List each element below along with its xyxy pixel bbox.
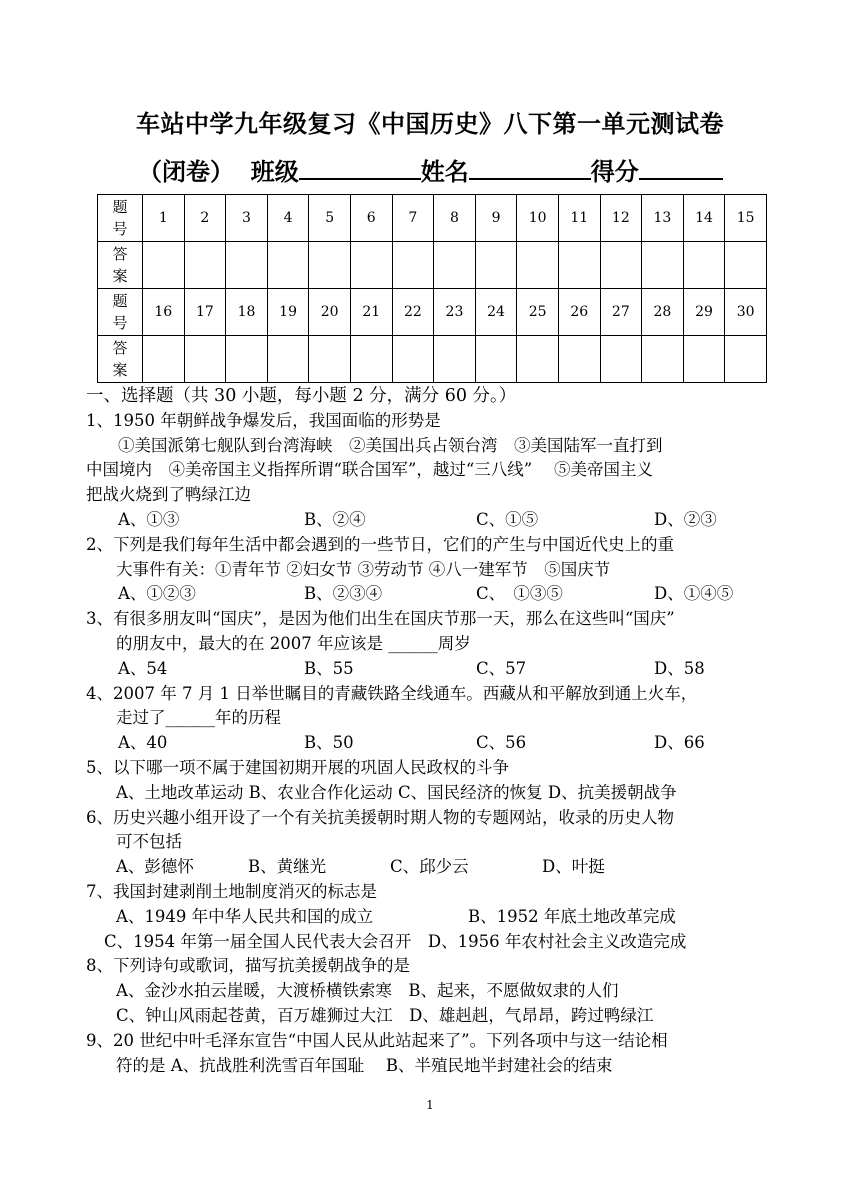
option-d[interactable]: D、66 xyxy=(654,733,705,753)
answer-cell[interactable] xyxy=(143,336,185,383)
question-2-options xyxy=(100,582,780,607)
answer-cell[interactable] xyxy=(184,336,226,383)
answer-cell[interactable] xyxy=(226,242,268,289)
question-1-text: 把战火烧到了鸭绿江边 xyxy=(86,485,251,505)
question-number-cell: 27 xyxy=(600,289,642,336)
question-1-options xyxy=(100,508,780,533)
question-number-cell: 21 xyxy=(350,289,392,336)
answer-grid xyxy=(97,194,767,383)
answer-cell[interactable] xyxy=(226,336,268,383)
question-number-cell: 29 xyxy=(683,289,725,336)
question-number-cell: 6 xyxy=(350,195,392,242)
exam-title: 车站中学九年级复习《中国历史》八下第一单元测试卷 xyxy=(136,109,724,138)
score-label: 得分 xyxy=(590,157,639,186)
question-4-options xyxy=(100,731,780,756)
option-c[interactable]: C、57 xyxy=(476,658,527,678)
question-7-stem: 7、我国封建剥削土地制度消灭的标志是 xyxy=(86,881,377,901)
question-number-cell: 7 xyxy=(392,195,434,242)
answer-cell[interactable] xyxy=(475,242,517,289)
class-blank[interactable] xyxy=(299,154,421,180)
question-number-cell: 3 xyxy=(226,195,268,242)
question-number-cell: 28 xyxy=(642,289,684,336)
answer-cell[interactable] xyxy=(725,242,767,289)
question-4-stem: 4、2007 年 7 月 1 日举世瞩目的青藏铁路全线通车。西藏从和平解放到通上火车， xyxy=(86,683,698,703)
question-number-cell: 16 xyxy=(143,289,185,336)
answer-cell[interactable] xyxy=(558,242,600,289)
question-9-stem: 9、20 世纪中叶毛泽东宣告“中国人民从此站起来了”。下列各项中与这一结论相 xyxy=(86,1030,668,1050)
answer-cell[interactable] xyxy=(683,242,725,289)
score-blank[interactable] xyxy=(639,154,723,180)
answer-cell[interactable] xyxy=(642,242,684,289)
option-d[interactable]: D、叶挺 xyxy=(542,857,605,877)
closed-book-label: （闭卷） xyxy=(138,157,234,186)
question-number-cell: 2 xyxy=(184,195,226,242)
question-7-options: C、1954 年第一届全国人民代表大会召开 D、1956 年农村社会主义改造完成 xyxy=(104,931,687,951)
option-c[interactable]: C、56 xyxy=(476,733,527,753)
answer-cell[interactable] xyxy=(642,336,684,383)
answer-cell[interactable] xyxy=(350,242,392,289)
question-1-text: 中国境内 ④美帝国主义指挥所谓“联合国军”，越过“三八线” ⑤美帝国主义 xyxy=(86,460,653,480)
question-number-header: 题 号 xyxy=(98,195,143,242)
answer-header: 答 案 xyxy=(98,336,143,383)
answer-cell[interactable] xyxy=(267,242,309,289)
question-number-cell: 13 xyxy=(642,195,684,242)
answer-cell[interactable] xyxy=(434,336,476,383)
question-number-cell: 11 xyxy=(558,195,600,242)
question-2-stem: 2、下列是我们每年生活中都会遇到的一些节日，它们的产生与中国近代史上的重 xyxy=(86,534,674,554)
question-number-cell: 8 xyxy=(434,195,476,242)
question-3-options xyxy=(100,657,780,682)
question-4-text: 走过了______年的历程 xyxy=(116,708,281,728)
question-3-stem: 3、有很多朋友叫“国庆”，是因为他们出生在国庆节那一天，那么在这些叫“国庆” xyxy=(86,609,675,629)
answer-row-2 xyxy=(98,336,767,383)
question-number-cell: 4 xyxy=(267,195,309,242)
option-c[interactable]: C、 ①③⑤ xyxy=(476,584,563,604)
answer-cell[interactable] xyxy=(683,336,725,383)
question-9-options: 符的是 A、抗战胜利洗雪百年国耻 B、半殖民地半封建社会的结束 xyxy=(116,1055,613,1075)
question-number-cell: 15 xyxy=(725,195,767,242)
answer-cell[interactable] xyxy=(600,242,642,289)
option-a[interactable]: A、40 xyxy=(118,733,168,753)
question-number-cell: 30 xyxy=(725,289,767,336)
question-5-options: A、土地改革运动 B、农业合作化运动 C、国民经济的恢复 D、抗美援朝战争 xyxy=(116,782,677,802)
option-b[interactable]: B、黄继光 xyxy=(248,857,327,877)
question-5-stem: 5、以下哪一项不属于建国初期开展的巩固人民政权的斗争 xyxy=(86,757,509,777)
answer-cell[interactable] xyxy=(517,242,559,289)
section-heading: 一、选择题（共 30 小题，每小题 2 分，满分 60 分。） xyxy=(86,386,517,406)
option-b[interactable]: B、50 xyxy=(304,733,354,753)
class-label: 班级 xyxy=(250,157,299,186)
option-d[interactable]: D、②③ xyxy=(654,509,717,529)
option-b[interactable]: B、1952 年底土地改革完成 xyxy=(468,906,676,926)
answer-cell[interactable] xyxy=(392,242,434,289)
answer-cell[interactable] xyxy=(267,336,309,383)
option-c[interactable]: C、①⑤ xyxy=(476,509,539,529)
answer-row-1 xyxy=(98,242,767,289)
answer-cell[interactable] xyxy=(309,336,351,383)
option-d[interactable]: D、①④⑤ xyxy=(654,584,734,604)
option-b[interactable]: B、②③④ xyxy=(304,584,383,604)
answer-header: 答 案 xyxy=(98,242,143,289)
question-number-cell: 1 xyxy=(143,195,185,242)
question-number-cell: 10 xyxy=(517,195,559,242)
answer-cell[interactable] xyxy=(350,336,392,383)
question-number-cell: 14 xyxy=(683,195,725,242)
question-body xyxy=(86,384,780,1078)
option-c[interactable]: C、邱少云 xyxy=(390,857,469,877)
question-number-cell: 19 xyxy=(267,289,309,336)
exam-subtitle xyxy=(138,152,723,187)
question-number-cell: 24 xyxy=(475,289,517,336)
option-a[interactable]: A、①②③ xyxy=(118,584,196,604)
option-a[interactable]: A、1949 年中华人民共和国的成立 xyxy=(116,906,374,926)
answer-cell[interactable] xyxy=(475,336,517,383)
question-number-cell: 25 xyxy=(517,289,559,336)
option-a[interactable]: A、彭德怀 xyxy=(116,857,194,877)
page-number: 1 xyxy=(426,1098,434,1112)
question-number-cell: 23 xyxy=(434,289,476,336)
answer-cell[interactable] xyxy=(143,242,185,289)
name-blank[interactable] xyxy=(469,154,591,180)
option-b[interactable]: B、55 xyxy=(304,658,354,678)
question-7-options xyxy=(100,905,780,930)
option-d[interactable]: D、58 xyxy=(654,658,705,678)
answer-cell[interactable] xyxy=(392,336,434,383)
answer-cell[interactable] xyxy=(600,336,642,383)
question-1-text: ①美国派第七舰队到台湾海峡 ②美国出兵占领台湾 ③美国陆军一直打到 xyxy=(118,435,663,455)
question-6-stem: 6、历史兴趣小组开设了一个有关抗美援朝时期人物的专题网站，收录的历史人物 xyxy=(86,807,674,827)
question-number-header: 题 号 xyxy=(98,289,143,336)
option-a[interactable]: A、54 xyxy=(118,658,168,678)
question-number-row-2 xyxy=(98,289,767,336)
question-number-cell: 12 xyxy=(600,195,642,242)
question-number-cell: 17 xyxy=(184,289,226,336)
question-8-options: A、金沙水拍云崖暖，大渡桥横铁索寒 B、起来，不愿做奴隶的人们 xyxy=(116,981,619,1001)
answer-cell[interactable] xyxy=(309,242,351,289)
question-1-stem: 1、1950 年朝鲜战争爆发后，我国面临的形势是 xyxy=(86,410,441,430)
question-number-cell: 9 xyxy=(475,195,517,242)
question-6-text: 可不包括 xyxy=(116,832,182,852)
answer-cell[interactable] xyxy=(725,336,767,383)
question-number-cell: 22 xyxy=(392,289,434,336)
option-b[interactable]: B、②④ xyxy=(304,509,366,529)
answer-cell[interactable] xyxy=(184,242,226,289)
name-label: 姓名 xyxy=(420,157,469,186)
question-8-stem: 8、下列诗句或歌词，描写抗美援朝战争的是 xyxy=(86,956,410,976)
question-3-text: 的朋友中，最大的在 2007 年应该是 ______周岁 xyxy=(116,633,471,653)
option-a[interactable]: A、①③ xyxy=(118,509,180,529)
question-2-text: 大事件有关：①青年节 ②妇女节 ③劳动节 ④八一建军节 ⑤国庆节 xyxy=(116,559,611,579)
answer-cell[interactable] xyxy=(558,336,600,383)
question-number-row-1 xyxy=(98,195,767,242)
answer-cell[interactable] xyxy=(434,242,476,289)
question-number-cell: 20 xyxy=(309,289,351,336)
question-8-options: C、钟山风雨起苍黄，百万雄狮过大江 D、雄赳赳，气昂昂，跨过鸭绿江 xyxy=(116,1005,654,1025)
question-number-cell: 18 xyxy=(226,289,268,336)
question-number-cell: 5 xyxy=(309,195,351,242)
answer-cell[interactable] xyxy=(517,336,559,383)
question-number-cell: 26 xyxy=(558,289,600,336)
question-6-options xyxy=(100,855,780,880)
